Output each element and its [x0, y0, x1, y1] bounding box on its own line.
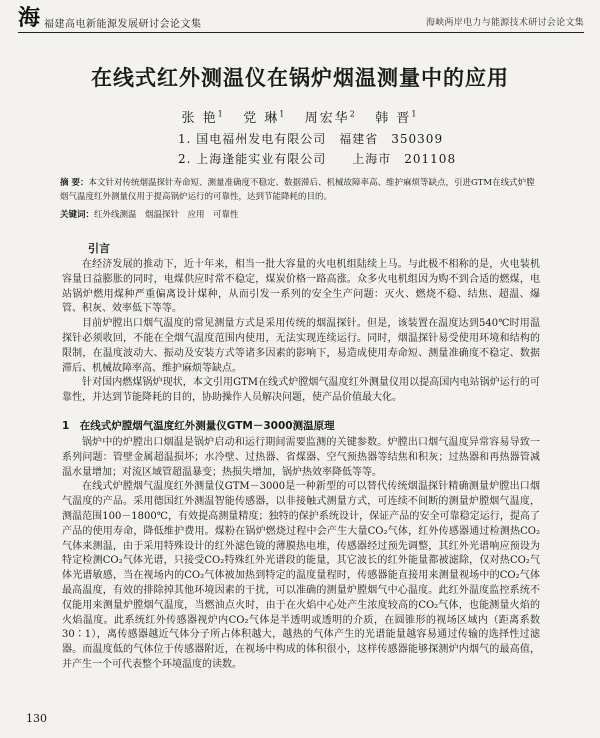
header-left-text: 福建高电新能源发展研讨会论文集: [44, 19, 202, 30]
journal-logo: 海: [18, 5, 41, 31]
section-heading-intro: 引言: [88, 242, 110, 255]
author: 张 艳$^1$: [181, 109, 225, 126]
subsection-body: [62, 436, 540, 673]
abstract-label: 摘 要：: [60, 178, 89, 188]
paragraph: 在线式炉膛烟气温度红外测量仪GTM－3000是一种新型的可以替代传统烟温探针精确测量炉膛出口烟气温度的产品。采用德国红外测温智能传感器，以非接触式测量方式，可连续不间断的测量炉膛烟气温度，测温范围100－1800℃，有效提高测量精度；独特的保护系统设计，保证产品的安全可靠稳定运行，提高了产品的使用寿命，降低维护费用。煤粉在锅炉燃烧过程中会产生大量CO₂气体，红外传感器通过检测热CO₂气体来测温，由于采用特殊设计的红外滤色镜的薄膜热电堆，传感器经过预先调整，其红外光谱响应预设为特定检测CO₂气体光谱，只接受CO₂特殊红外光谱段的能量，其它波长的红外能量都被滤除，仅对热CO₂气体光谱敏感，当在视场内的CO₂气体被加热到特定的温度量程时，传感器能直接用来测量视场中的CO₂气体最高温度，有效的排除掉其他环境因素的干扰，可以准确的测量炉膛烟气中心温度。此红外温度监控系统不仅能用来测量炉膛烟气温度，当燃油点火时，由于在火焰中心处产生浓度较高的CO₂气体，也能测量火焰的火焰温度。此系统红外传感器视炉内CO₂气体是半透明或透明的介质，在圆锥形的视场区域内（距离系数30∶1），离传感器越近气体分子所占体积越大，越热的气体产生的光谱能量越容易通过传输的选择性过滤器。而温度低的气体位于传感器附近，在视场中构成的体积很小，这样传感器能够探测炉内烟气的最高值，并产生一个可代表整个环境温度的读数。: [62, 481, 540, 670]
paper-title: 在线式红外测温仪在锅炉烟温测量中的应用: [91, 66, 509, 90]
abstract: [60, 176, 540, 204]
affiliation-2: 2. 上海逢能实业有限公司 上海市 201108: [178, 152, 457, 166]
author-list: [0, 107, 600, 126]
keywords: [60, 208, 540, 220]
header-right-text: 海峡两岸电力与能源技术研讨会论文集: [425, 18, 584, 28]
intro-body: [62, 258, 540, 406]
author: 韩 晋$^1$: [375, 109, 419, 126]
author: 周宏华$^2$: [304, 109, 357, 126]
paragraph: 针对国内燃煤锅炉现状，本文引用GTM在线式炉膛烟气温度红外测量仪用以提高国内电站锅炉运行的可靠性，并达到节能降耗的目的，协助操作人员解决问题，使产品价值最大化。: [62, 377, 540, 404]
page-number: 130: [26, 712, 47, 725]
page-header: [18, 6, 584, 33]
author: 党 琳$^1$: [243, 109, 287, 126]
abstract-text: 本文针对传统烟温探针寿命短、测量准确度不稳定、数据滞后、机械故障率高、维护麻烦等缺点，引进GTM在线式炉膛烟气温度红外测量仪用于提高锅炉运行的可靠性，达到节能降耗的目的。: [60, 178, 535, 202]
affiliation-1: 1. 国电福州发电有限公司 福建省 350309: [178, 132, 444, 146]
keywords-text: 红外线测温 烟温探针 应用 可靠性: [94, 210, 239, 220]
paragraph: 在经济发展的推动下，近十年来，相当一批大容量的火电机组陆续上马。与此极不相称的是，火电装机容量日益膨胀的同时，电煤供应时常不稳定，煤炭价格一路高涨。众多火电机组因为购不到合适的燃煤，电站锅炉燃用煤种严重偏离设计煤种，从而引发一系列的安全生产问题：灭火、燃烧不稳、结焦、超温、爆管、积灰、效率低下等等。: [62, 259, 540, 315]
keywords-label: 关键词：: [60, 210, 95, 220]
paragraph: 锅炉中的炉膛出口烟温是锅炉启动和运行期间需要监测的关键参数。炉膛出口烟气温度异常容易导致一系列问题：管壁金属超温损坏；水冷壁、过热器、省煤器、空气预热器等结焦和积灰；过热器和再热器管减温水量增加；对流区域管超温暴变；热损失增加，锅炉热效率降低等等。: [62, 437, 540, 478]
paragraph: 目前炉膛出口烟气温度的常见测量方式是采用传统的烟温探针。但是，该装置在温度达到540℃时用温探针必须收回，不能在全烟气温度范围内使用，无法实现连续运行。同时，烟温探针易受使用环境和结构的限制，在温度波动大、振动及安装方式等诸多因素的影响下，易造成使用寿命短、测量准确度不稳定、数据滞后、机械故障率高、维护麻烦等缺点。: [62, 318, 540, 374]
subsection-heading: 1 在线式炉膛烟气温度红外测量仪GTM－3000测温原理: [62, 420, 335, 432]
